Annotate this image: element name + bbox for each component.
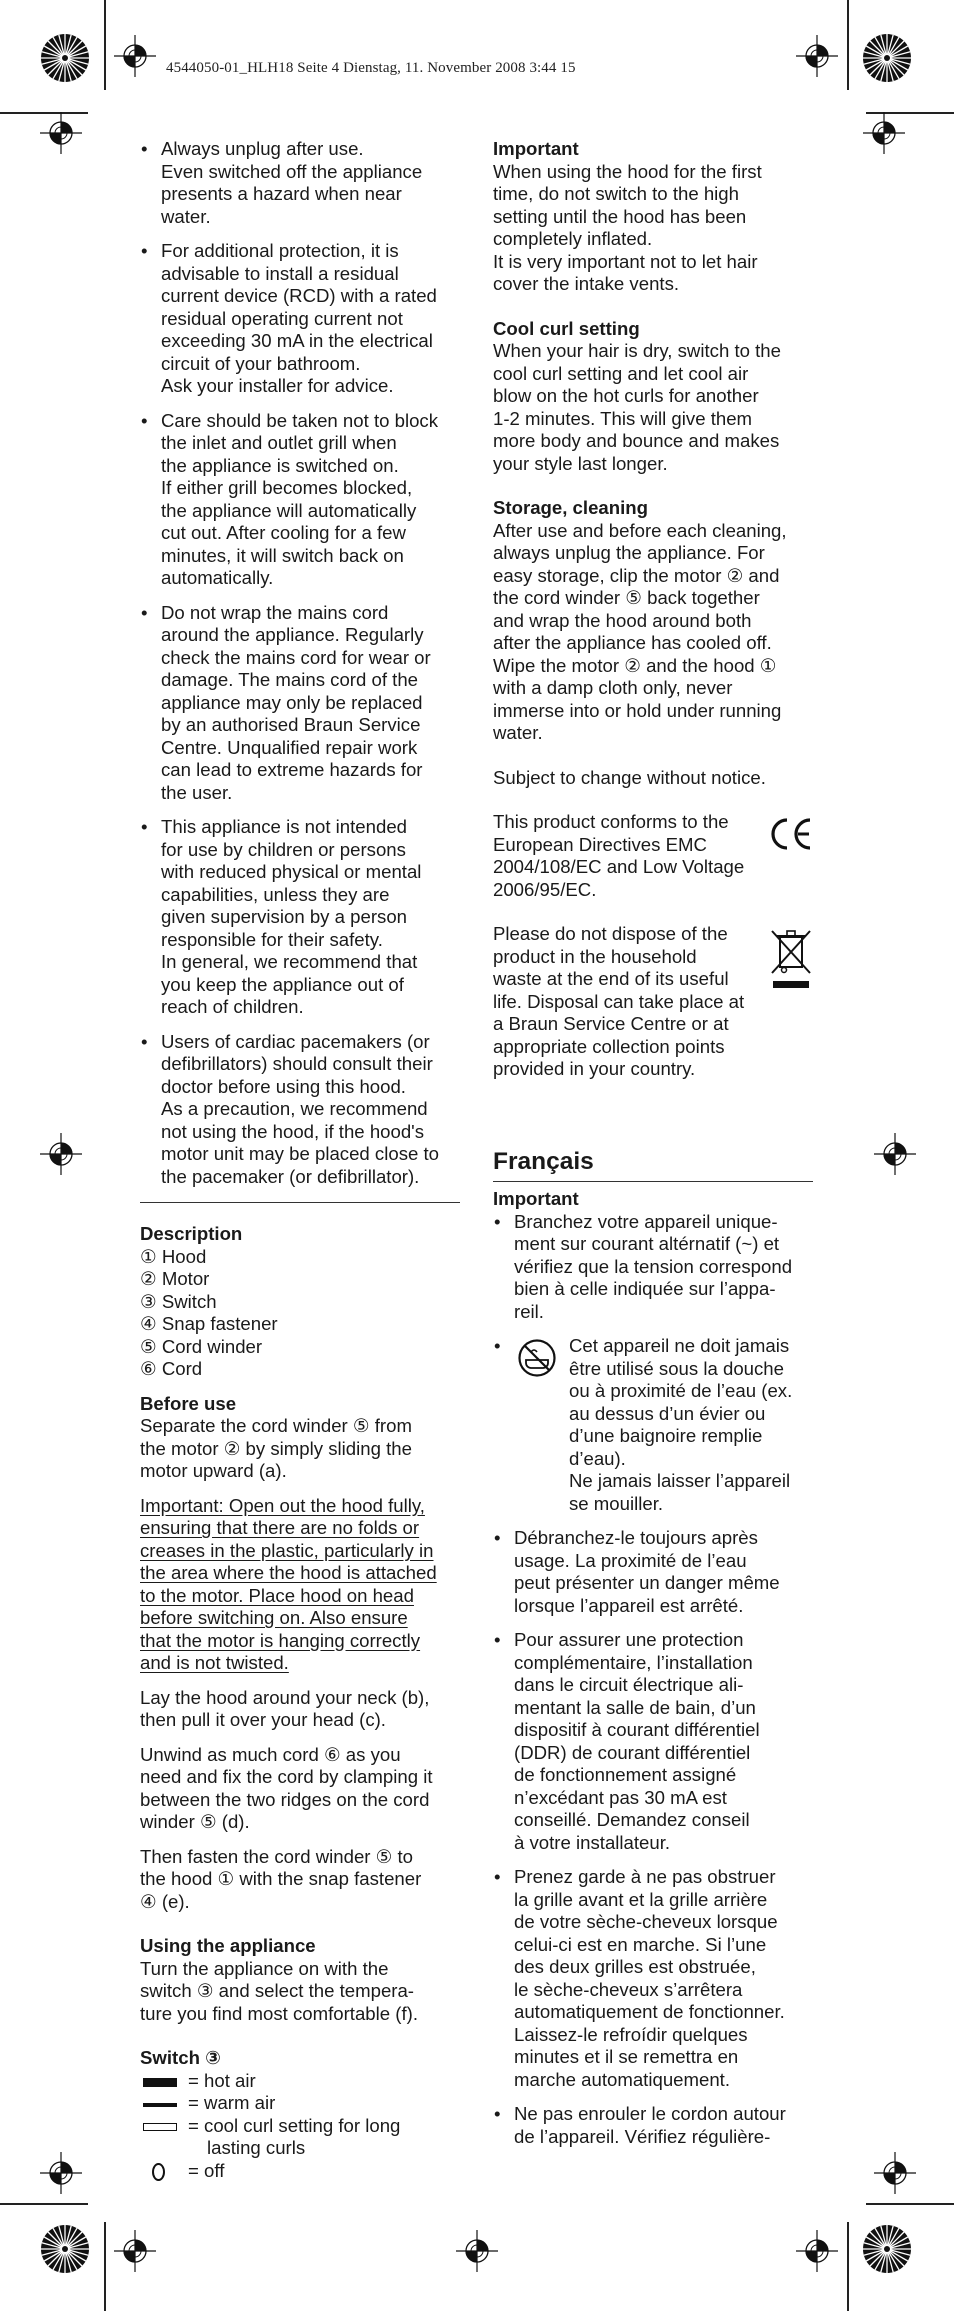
safety-bullet: • For additional protection, it is advisable to install a residual current device (RCD) with a rated residual operating current not exceeding 30 mA in the electrical circuit of your bathroom. Ask your installer for advice. xyxy=(140,240,460,398)
text-line: life. Disposal can take place at xyxy=(493,990,745,1012)
text-line: presents a hazard when near xyxy=(161,183,402,204)
text-line: dans le circuit électrique ali- xyxy=(514,1674,744,1695)
text-line: your style last longer. xyxy=(493,452,668,474)
text-line: Cet appareil ne doit jamais xyxy=(569,1335,790,1356)
text-line: Ask your installer for advice. xyxy=(161,375,394,396)
using-appliance-paragraph xyxy=(140,1958,460,2026)
text-line: the area where the hood is attached xyxy=(140,1562,437,1583)
text-line: à votre installateur. xyxy=(514,1831,671,1853)
text-line: automatically. xyxy=(161,567,274,588)
text-line: defibrillators) should consult their xyxy=(161,1053,433,1074)
part-list-item: ③ Switch xyxy=(140,1290,217,1312)
crop-mark xyxy=(847,0,849,90)
text-line: If either grill becomes blocked, xyxy=(161,477,413,498)
safety-bullet: • This appliance is not intended for use by children or persons with reduced physical or mental capabilities, unless they are given supervision by a person responsible for their safety. In general, we recommend that you keep the appliance out of reach of children. xyxy=(140,816,460,1019)
text-line: For additional protection, it is xyxy=(161,240,399,261)
text-line: not using the hood, if the hood's xyxy=(161,1120,425,1142)
text-line: to the motor. Place hood on head xyxy=(140,1584,414,1606)
disposal-block xyxy=(493,923,813,1081)
text-line: and wrap the hood around both xyxy=(493,609,752,631)
text-line: Ne jamais laisser l’appareil xyxy=(569,1470,791,1491)
text-line: that the motor is hanging correctly xyxy=(140,1629,421,1651)
text-line: usage. La proximité de l’eau xyxy=(514,1549,747,1571)
registration-mark-icon xyxy=(796,2230,838,2272)
text-line: the pacemaker (or defibrillator). xyxy=(161,1165,420,1187)
part-list xyxy=(140,1246,460,1381)
text-line: need and fix the cord by clamping it xyxy=(140,1766,433,1787)
text-line: Important: Open out the hood fully, xyxy=(140,1494,425,1516)
text-line: European Directives EMC xyxy=(493,833,707,855)
text-line: before switching on. Also ensure xyxy=(140,1607,408,1628)
part-list-item: ④ Snap fastener xyxy=(140,1313,278,1334)
text-line: water. xyxy=(161,205,211,227)
text-line: complémentaire, l’installation xyxy=(514,1651,753,1673)
text-line: capabilities, unless they are xyxy=(161,883,390,905)
text-line: Centre. Unqualified repair work xyxy=(161,736,418,758)
safety-bullet: • Users of cardiac pacemakers (or defibrillators) should consult their doctor before using this hood. As a precaution, we recommend not using the hood, if the hood's motor unit may be placed close to the pacemaker (or defibrillator). xyxy=(140,1031,460,1189)
francais-section-title: Français xyxy=(493,1147,594,1175)
text-line: reach of children. xyxy=(161,996,304,1017)
text-line: peut présenter un danger même xyxy=(514,1572,780,1593)
before-use-paragraph xyxy=(140,1687,460,1732)
text-line: with reduced physical or mental xyxy=(161,861,422,882)
text-line: the hood ① with the snap fastener xyxy=(140,1868,422,1889)
text-line: As a precaution, we recommend xyxy=(161,1098,428,1119)
text-line: Always unplug after use. xyxy=(161,138,364,159)
text-line: blow on the hot curls for another xyxy=(493,385,759,406)
text-line: creases in the plastic, particularly in xyxy=(140,1539,434,1561)
important-paragraph xyxy=(493,161,813,296)
change-notice: Subject to change without notice. xyxy=(493,766,766,788)
text-line: lorsque l’appareil est arrêté. xyxy=(514,1594,744,1616)
text-line: After use and before each cleaning, xyxy=(493,519,787,541)
text-line: the motor ② by simply sliding the xyxy=(140,1437,412,1459)
text-line: This product conforms to the xyxy=(493,811,729,832)
text-line: être utilisé sous la douche xyxy=(569,1357,784,1379)
starburst-target-icon xyxy=(40,33,90,83)
text-line: you keep the appliance out of xyxy=(161,973,404,995)
starburst-target-icon xyxy=(40,2224,90,2274)
registration-mark-icon xyxy=(874,1133,916,1175)
ce-mark-icon xyxy=(767,817,813,851)
text-line: after the appliance has cooled off. xyxy=(493,632,772,653)
registration-mark-icon xyxy=(863,112,905,154)
text-line: by an authorised Braun Service xyxy=(161,714,421,735)
text-line: the user. xyxy=(161,781,233,803)
text-line: completely inflated. xyxy=(493,228,653,249)
text-line: Lay the hood around your neck (b), xyxy=(140,1686,430,1708)
part-list-item: ① Hood xyxy=(140,1245,207,1267)
text-line: with a damp cloth only, never xyxy=(493,677,733,698)
switch-row-hot: = hot air xyxy=(140,2070,460,2093)
text-line: se mouiller. xyxy=(569,1492,664,1514)
safety-bullet: • Always unplug after use. Even switched off the appliance presents a hazard when near water. xyxy=(140,138,460,228)
text-line: 2006/95/EC. xyxy=(493,878,597,900)
safety-bullet: • Do not wrap the mains cord around the appliance. Regularly check the mains cord for wear or damage. The mains cord of the appliance may only be replaced by an authorised Braun Service Centre. Unqualified repair work can lead to extreme hazards for the user. xyxy=(140,602,460,805)
warm-air-symbol-icon xyxy=(143,2103,177,2107)
text-line: doctor before using this hood. xyxy=(161,1075,406,1097)
text-line: le sèche-cheveux s’arrêtera xyxy=(514,1978,743,2000)
text-line: Unwind as much cord ⑥ as you xyxy=(140,1743,401,1765)
before-use-paragraph xyxy=(140,1415,460,1483)
text-line: Please do not dispose of the xyxy=(493,923,728,944)
francais-bullet: • Ne pas enrouler le cordon autour de l’appareil. Vérifiez régulière- xyxy=(493,2103,813,2148)
francais-bullet: • Branchez votre appareil unique- ment sur courant altérnatif (~) et vérifiez que la tension correspond bien à celle indiquée sur l’appa- reil. xyxy=(493,1211,813,1324)
text-line: ment sur courant altérnatif (~) et xyxy=(514,1233,780,1254)
text-line: the appliance will automatically xyxy=(161,499,417,521)
registration-mark-icon xyxy=(114,2230,156,2272)
text-line: de votre sèche-cheveux lorsque xyxy=(514,1911,778,1932)
text-line: switch ③ and select the tempera- xyxy=(140,1980,415,2001)
francais-bullet: • Pour assurer une protection complémentaire, l’installation dans le circuit électrique ali- mentant la salle de bain, d’un dispositif à courant différentiel (DDR) de courant différentiel de fonctionnement assigné n’excédant pas 30 mA est conseillé. Demandez conseil à votre installateur. xyxy=(493,1629,813,1854)
text-line: given supervision by a person xyxy=(161,906,407,927)
text-line: des deux grilles est obstruée, xyxy=(514,1956,756,1977)
text-line: always unplug the appliance. For xyxy=(493,542,765,563)
text-line: Pour assurer une protection xyxy=(514,1629,744,1650)
text-line: bien à celle indiquée sur l’appa- xyxy=(514,1278,776,1299)
text-line: reil. xyxy=(514,1300,544,1322)
right-column xyxy=(493,138,813,2160)
text-line: motor upward (a). xyxy=(140,1460,287,1481)
text-line: winder ⑤ (d). xyxy=(140,1811,250,1832)
text-line: Prenez garde à ne pas obstruer xyxy=(514,1866,776,1887)
text-line: minutes, it will switch back on xyxy=(161,544,404,566)
text-line: appliance may only be replaced xyxy=(161,691,423,713)
text-line: 2004/108/EC and Low Voltage xyxy=(493,856,745,877)
text-line: 1-2 minutes. This will give them xyxy=(493,407,753,429)
text-line: n’excédant pas 30 mA est xyxy=(514,1786,727,1808)
text-line: more body and bounce and makes xyxy=(493,430,780,451)
conformity-block xyxy=(493,811,813,901)
switch-row-warm: = warm air xyxy=(140,2092,460,2115)
text-line: current device (RCD) with a rated xyxy=(161,285,437,306)
text-line: responsible for their safety. xyxy=(161,928,383,950)
text-line: la grille avant et la grille arrière xyxy=(514,1888,768,1910)
section-divider xyxy=(140,1202,460,1203)
print-job-header: 4544050-01_HLH18 Seite 4 Dienstag, 11. November 2008 3:44 15 xyxy=(166,60,576,76)
text-line: ou à proximité de l’eau (ex. xyxy=(569,1380,793,1401)
off-symbol-icon xyxy=(152,2163,165,2181)
description-heading: Description xyxy=(140,1223,243,1244)
text-line: Do not wrap the mains cord xyxy=(161,601,389,623)
registration-mark-icon xyxy=(40,2152,82,2194)
text-line: can lead to extreme hazards for xyxy=(161,759,423,780)
cool-curl-paragraph xyxy=(493,340,813,475)
text-line: and is not twisted. xyxy=(140,1652,289,1673)
text-line: the appliance is switched on. xyxy=(161,454,399,476)
starburst-target-icon xyxy=(862,2224,912,2274)
text-line: vérifiez que la tension correspond xyxy=(514,1255,793,1277)
text-line: a Braun Service Centre or at xyxy=(493,1013,729,1034)
text-line: immerse into or hold under running xyxy=(493,699,782,721)
text-line: In general, we recommend that xyxy=(161,951,418,972)
text-line: around the appliance. Regularly xyxy=(161,624,424,645)
important-underlined-paragraph xyxy=(140,1495,460,1675)
crossed-out-bin-icon xyxy=(769,927,813,991)
text-line: then pull it over your head (c). xyxy=(140,1709,386,1730)
registration-mark-icon xyxy=(456,2230,498,2272)
text-line: ④ (e). xyxy=(140,1890,190,1912)
text-line: au dessus d’un évier ou xyxy=(569,1402,766,1424)
cool-curl-symbol-icon xyxy=(143,2123,177,2131)
text-line: mentant la salle de bain, d’un xyxy=(514,1696,756,1718)
part-list-item: ⑤ Cord winder xyxy=(140,1335,263,1357)
francais-bullet: • Débranchez-le toujours après usage. La proximité de l’eau peut présenter un danger même lorsque l’appareil est arrêté. xyxy=(493,1527,813,1617)
important-heading: Important xyxy=(493,138,579,159)
storage-cleaning-heading: Storage, cleaning xyxy=(493,497,648,518)
registration-mark-icon xyxy=(874,2152,916,2194)
using-appliance-heading: Using the appliance xyxy=(140,1935,316,1956)
text-line: Laissez-le refroídir quelques xyxy=(514,2023,748,2045)
text-line: water. xyxy=(493,722,543,743)
text-line: damage. The mains cord of the xyxy=(161,669,419,690)
text-line: circuit of your bathroom. xyxy=(161,352,361,374)
before-use-paragraph xyxy=(140,1846,460,1914)
text-line: Ne pas enrouler le cordon autour xyxy=(514,2103,786,2124)
text-line: conseillé. Demandez conseil xyxy=(514,1809,750,1830)
text-line: appropriate collection points xyxy=(493,1035,725,1057)
crop-mark xyxy=(0,2203,88,2205)
text-line: celui-ci est en marche. Si l’une xyxy=(514,1933,767,1955)
text-line: provided in your country. xyxy=(493,1058,696,1079)
text-line: cool curl setting and let cool air xyxy=(493,362,749,384)
text-line: between the two ridges on the cord xyxy=(140,1788,430,1810)
before-use-heading: Before use xyxy=(140,1392,237,1414)
text-line: residual operating current not xyxy=(161,307,403,329)
text-line: waste at the end of its useful xyxy=(493,968,729,989)
text-line: minutes et il se remettra en xyxy=(514,2046,739,2067)
text-line: ensuring that there are no folds or xyxy=(140,1517,420,1538)
text-line: de l’appareil. Vérifiez régulière- xyxy=(514,2125,771,2147)
text-line: This appliance is not intended xyxy=(161,816,408,837)
francais-bullet-water-warning: • Cet appareil ne doit jamais être utilisé sous la douche ou à proximité de l’eau (ex. au dessus d’un évier ou d’une baignoire remplie d’eau). Ne jamais laisser l’appareil se mouiller. xyxy=(493,1335,813,1515)
registration-mark-icon xyxy=(114,35,156,77)
text-line: When your hair is dry, switch to the xyxy=(493,340,781,361)
part-list-item: ② Motor xyxy=(140,1268,210,1289)
text-line: Branchez votre appareil unique- xyxy=(514,1210,778,1232)
text-line: motor unit may be placed close to xyxy=(161,1143,440,1164)
text-line: Turn the appliance on with the xyxy=(140,1957,389,1979)
left-column xyxy=(140,138,460,2182)
text-line: Users of cardiac pacemakers (or xyxy=(161,1030,430,1052)
switch-heading: Switch ③ xyxy=(140,2047,221,2068)
text-line: ture you find most comfortable (f). xyxy=(140,2002,418,2024)
francais-bullet: • Prenez garde à ne pas obstruer la grille avant et la grille arrière de votre sèche-cheveux lorsque celui-ci est en marche. Si l’une des deux grilles est obstruée, le sèche-cheveux s’arrêtera automatiquement de fonctionner. Laissez-le refroídir quelques minutes et il se remettra en marche automatiquement. xyxy=(493,1866,813,2091)
text-line: Débranchez-le toujours après xyxy=(514,1527,758,1548)
no-use-near-water-icon xyxy=(517,1338,557,1378)
text-line: Separate the cord winder ⑤ from xyxy=(140,1415,412,1436)
text-line: easy storage, clip the motor ② and xyxy=(493,564,780,586)
section-divider xyxy=(493,1181,813,1182)
text-line: automatiquement de fonctionner. xyxy=(514,2001,785,2022)
text-line: Wipe the motor ② and the hood ① xyxy=(493,654,777,676)
text-line: check the mains cord for wear or xyxy=(161,646,431,668)
crop-mark xyxy=(847,2222,849,2311)
hot-air-symbol-icon xyxy=(143,2078,177,2087)
francais-important-heading: Important xyxy=(493,1188,579,1209)
safety-bullet-list xyxy=(140,138,460,1188)
text-line: Then fasten the cord winder ⑤ to xyxy=(140,1845,413,1867)
safety-bullet: • Care should be taken not to block the inlet and outlet grill when the appliance is switched on. If either grill becomes blocked, the appliance will automatically cut out. After cooling for a few minutes, it will switch back on automatically. xyxy=(140,410,460,590)
part-list-item: ⑥ Cord xyxy=(140,1358,203,1379)
text-line: time, do not switch to the high xyxy=(493,183,739,204)
text-line: setting until the hood has been xyxy=(493,205,747,227)
text-line: for use by children or persons xyxy=(161,838,406,860)
registration-mark-icon xyxy=(40,1133,82,1175)
text-line: product in the household xyxy=(493,945,697,967)
registration-mark-icon xyxy=(40,112,82,154)
text-line: dispositif à courant différentiel xyxy=(514,1719,760,1740)
storage-cleaning-paragraph xyxy=(493,520,813,745)
text-line: It is very important not to let hair xyxy=(493,250,758,272)
text-line: d’eau). xyxy=(569,1447,626,1469)
switch-row-off: = off xyxy=(140,2160,460,2183)
text-line: the inlet and outlet grill when xyxy=(161,432,397,453)
before-use-paragraph xyxy=(140,1744,460,1834)
crop-mark xyxy=(104,0,106,90)
text-line: exceeding 30 mA in the electrical xyxy=(161,330,433,351)
text-line: marche automatiquement. xyxy=(514,2068,731,2090)
crop-mark xyxy=(104,2222,106,2311)
text-line: When using the hood for the first xyxy=(493,160,762,182)
text-line: cut out. After cooling for a few xyxy=(161,522,406,543)
cool-curl-heading: Cool curl setting xyxy=(493,317,640,339)
registration-mark-icon xyxy=(796,35,838,77)
text-line: de fonctionnement assigné xyxy=(514,1764,737,1785)
text-line: Even switched off the appliance xyxy=(161,160,423,182)
text-line: cover the intake vents. xyxy=(493,273,680,294)
text-line: (DDR) de courant différentiel xyxy=(514,1741,751,1763)
text-line: the cord winder ⑤ back together xyxy=(493,587,760,608)
starburst-target-icon xyxy=(862,33,912,83)
text-line: d’une baignoire remplie xyxy=(569,1425,763,1446)
crop-mark xyxy=(866,2203,954,2205)
switch-row-cool: = cool curl setting for long lasting curls xyxy=(140,2115,460,2160)
text-line: advisable to install a residual xyxy=(161,262,399,284)
text-line: Care should be taken not to block xyxy=(161,409,439,431)
